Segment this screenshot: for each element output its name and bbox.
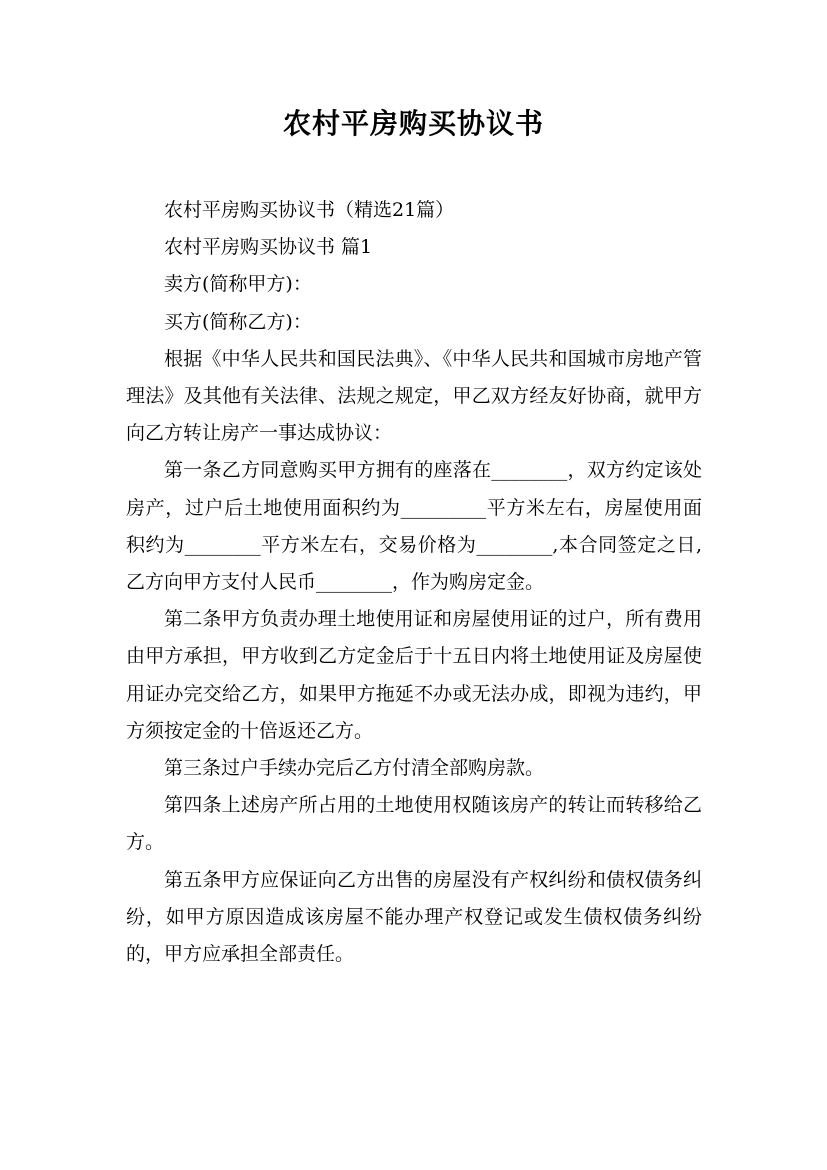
article-5-paragraph: 第五条甲方应保证向乙方出售的房屋没有产权纠纷和债权债务纠纷，如甲方原因造成该房屋不能办理产权登记或发生债权债务纠纷的，甲方应承担全部责任。 xyxy=(126,868,702,966)
article-3-paragraph: 第三条过户手续办完后乙方付清全部购房款。 xyxy=(164,757,545,780)
section-heading: 农村平房购买协议书 篇1 xyxy=(164,236,373,259)
article-1-paragraph: 第一条乙方同意购买甲方拥有的座落在________，双方约定该处房产，过户后土地使用面积约为_________平方米左右，房屋使用面积约为________平方米左右，交易价格为________,本合同签定之日,乙方向甲方支付人民币________，作为购房定金。 xyxy=(126,459,702,594)
document-title: 农村平房购买协议书 xyxy=(282,107,544,140)
preamble-paragraph: 根据《中华人民共和国民法典》、《中华人民共和国城市房地产管理法》及其他有关法律、法规之规定，甲乙双方经友好协商，就甲方向乙方转让房产一事达成协议： xyxy=(126,347,702,445)
article-2-paragraph: 第二条甲方负责办理土地使用证和房屋使用证的过户，所有费用由甲方承担，甲方收到乙方定金后于十五日内将土地使用证及房屋使用证办完交给乙方，如果甲方拖延不办或无法办成，即视为违约，甲方须按定金的十倍返还乙方。 xyxy=(126,608,702,742)
subtitle-line: 农村平房购买协议书（精选21篇） xyxy=(164,199,455,221)
article-4-paragraph: 第四条上述房产所占用的土地使用权随该房产的转让而转移给乙方。 xyxy=(126,794,702,854)
document-body xyxy=(126,192,702,973)
buyer-line: 买方(简称乙方)： xyxy=(164,310,312,333)
seller-line: 卖方(简称甲方)： xyxy=(164,273,312,296)
